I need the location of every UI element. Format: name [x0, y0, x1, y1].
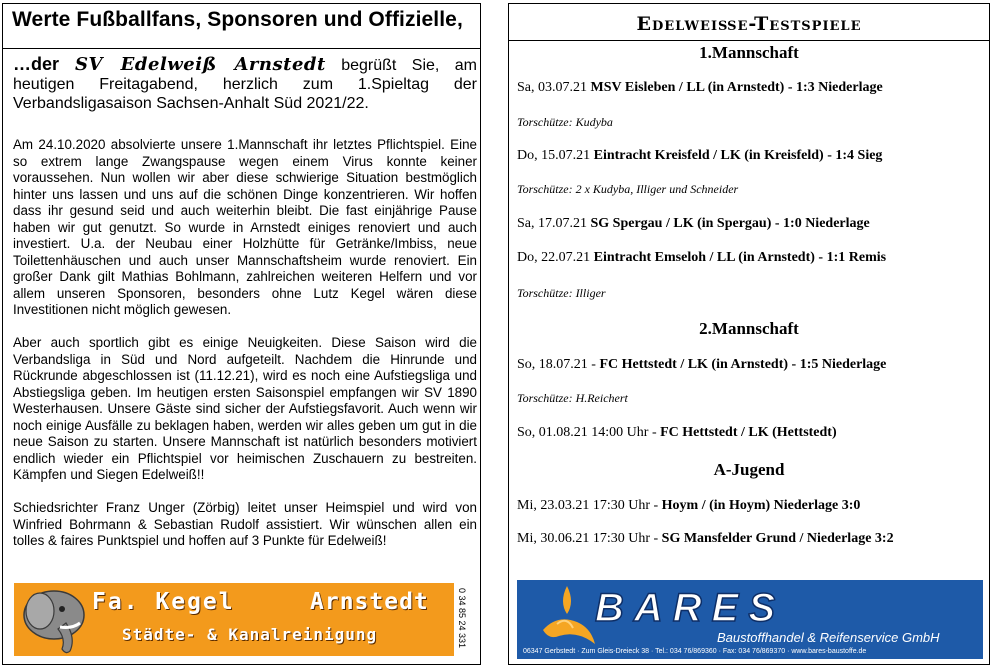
paragraph: Aber auch sportlich gibt es einige Neuigkeiten. Diese Saison wird die Verbandsliga in Süd und Nord aufgeteilt. Nachdem die Hinrunde und Rückrunde abgeschlossen ist (11.12.21), wird es noch eine Aufstiegsliga und Abstiegsliga geben. Im heutigen ersten Saisonspiel empfangen wir SV 1890 Westerhausen. Unsere Gäste sind sicher der Aufstiegsfavorit. Auch wenn wir noch einige Ausfälle zu beklagen haben, werden wir alles geben um gut in die neue Saison zu starten. Unsere Mannschaft ist natürlich besonders motiviert endlich wieder ein Pflichtspiel vor heimischen Zuschauern zu bestreiten. Kämpfen und Siegen Edelweiß!! — [13, 335, 477, 482]
match-date: Mi, 30.06.21 17:30 Uhr - — [517, 531, 662, 546]
flame-logo-icon — [537, 584, 597, 652]
panel-title-box — [509, 4, 989, 41]
match-scorers: Torschütze: Kudyba — [517, 115, 613, 129]
panel-title: Edelweiße-Testspiele — [636, 13, 862, 35]
elephant-icon — [14, 583, 94, 656]
match-result: Eintracht Emseloh / LL (in Arnstedt) - 1:1 Remis — [593, 250, 887, 265]
intro-prefix: …der — [13, 54, 75, 74]
match-row — [517, 357, 886, 373]
match-row — [517, 216, 870, 232]
match-scorers: Torschütze: 2 x Kudyba, Illiger und Schneider — [517, 182, 739, 196]
article-intro — [13, 55, 477, 113]
match-date: Mi, 23.03.21 17:30 Uhr - — [517, 498, 662, 513]
ad-service: Städte- & Kanalreinigung — [122, 625, 378, 644]
match-result: FC Hettstedt / LK (Hettstedt) — [660, 425, 837, 440]
section-heading: 1.Mannschaft — [699, 43, 799, 62]
ad-bares-subtitle: Baustoffhandel & Reifenservice GmbH — [717, 630, 940, 645]
club-name: SV Edelweiß Arnstedt — [74, 54, 326, 75]
match-result: FC Hettstedt / LK (in Arnstedt) - 1:5 Niederlage — [599, 357, 887, 372]
section-heading: 2.Mannschaft — [699, 319, 799, 338]
kegel-advertisement[interactable] — [14, 583, 472, 656]
match-date: Sa, 03.07.21 — [517, 80, 591, 95]
ad-city: Arnstedt — [310, 589, 429, 615]
match-date: Do, 15.07.21 — [517, 148, 594, 163]
match-date: So, 01.08.21 14:00 Uhr - — [517, 425, 661, 440]
match-result: SG Mansfelder Grund / Niederlage 3:2 — [661, 531, 894, 546]
match-row — [517, 425, 837, 441]
ad-company-name: Fa. Kegel — [92, 589, 235, 615]
ad-bares-name: BARES — [595, 586, 786, 630]
match-result: MSV Eisleben / LL (in Arnstedt) - 1:3 Niederlage — [590, 80, 883, 95]
headline-divider — [3, 48, 480, 49]
match-scorers: Torschütze: H.Reichert — [517, 391, 628, 405]
match-date: Do, 22.07.21 — [517, 250, 594, 265]
article-headline: Werte Fußballfans, Sponsoren und Offizielle, — [12, 8, 463, 31]
paragraph: Am 24.10.2020 absolvierte unsere 1.Mannschaft ihr letztes Pflichtspiel. Eine so extrem lange Zwangspause wegen einem Virus konnte keiner voraussehen. Nun wollen wir aber diese schwierige Situation bestmöglich hinter uns lassen und uns auf die schönen Dinge konzentrieren. Wir hoffen dass ihr gesund seid und auch weiterhin bleibt. Die fast einjährige Pause haben wir gut genutzt. So wurde in Arnstedt einiges renoviert und auch investiert. U.a. der Neubau einer Holzhütte für Getränke/Imbiss, neue Toilettenhäuschen und auch unser Mannschaftsheim wurde renoviert. Ein großer Dank gilt Mathias Bohlmann, zahlreichen weiteren Helfern und vor allem unseren Sponsoren, besonders ohne Lutz Kegel wären diese Investitionen nicht möglich gewesen. — [13, 137, 477, 317]
match-row — [517, 531, 894, 547]
ad-phone-strip — [454, 583, 472, 656]
test-matches-panel — [508, 3, 990, 665]
paragraph: Schiedsrichter Franz Unger (Zörbig) leitet unser Heimspiel und wird von Winfried Bohrmann & Sebastian Rudolf assistiert. Wir wünschen allen ein tolles & faires Punktspiel und hoffen auf 3 Punkte für Edelweiß! — [13, 500, 477, 548]
match-result: SG Spergau / LK (in Spergau) - 1:0 Niederlage — [590, 216, 870, 231]
ad-phone: 0 34 85 24 331 — [457, 587, 467, 649]
match-row — [517, 250, 886, 266]
match-date: Sa, 17.07.21 — [517, 216, 591, 231]
match-result: Eintracht Kreisfeld / LK (in Kreisfeld) - 1:4 Sieg — [593, 148, 883, 163]
match-row — [517, 148, 882, 164]
match-row — [517, 80, 883, 96]
match-row — [517, 498, 860, 514]
match-date: So, 18.07.21 - — [517, 357, 600, 372]
bares-advertisement[interactable] — [517, 580, 983, 659]
ad-bares-address: 06347 Gerbstedt · Zum Gleis-Dreieck 38 · Tel.: 034 76/869360 · Fax: 034 76/869370 · www.bares-baustoffe.de — [523, 648, 867, 655]
intro-text: begrüßt Sie, am heutigen Freitagabend, herzlich zum 1.Spieltag der Verbandsligasaison Sachsen-Anhalt Süd 2021/22. — [13, 57, 477, 112]
match-scorers: Torschütze: Illiger — [517, 286, 606, 300]
article-body — [13, 137, 477, 566]
section-heading: A-Jugend — [713, 460, 785, 479]
match-result: Hoym / (in Hoym) Niederlage 3:0 — [661, 498, 861, 513]
welcome-article — [2, 3, 481, 665]
